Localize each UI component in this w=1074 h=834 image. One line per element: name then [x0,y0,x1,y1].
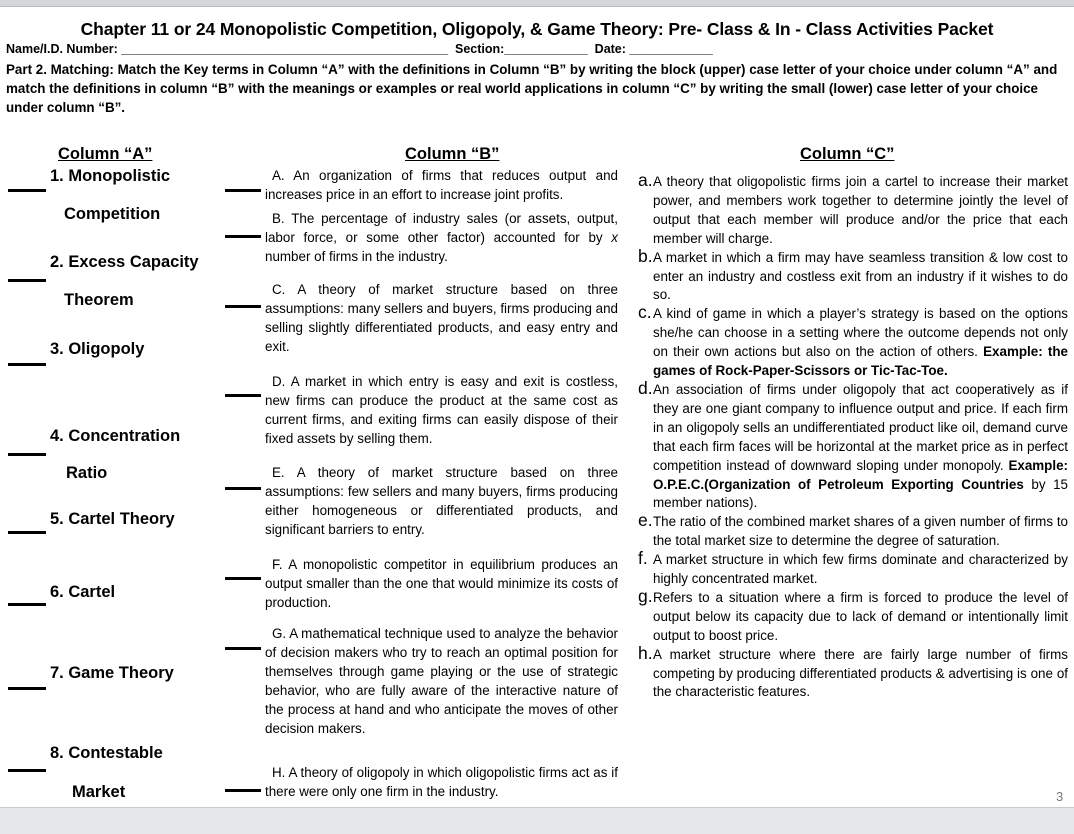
top-toolbar-strip [0,0,1074,7]
meaning-e-letter: e. [638,510,653,531]
meaning-d-example: Example: O.P.E.C.(Organization of Petroleum Exporting Countries [653,457,1068,492]
meaning-h [638,642,1068,703]
meaning-d [638,377,1068,513]
meaning-b [638,245,1068,306]
answer-blank-a5[interactable] [8,531,46,534]
term-cartel: 6. Cartel [50,583,116,601]
definition-D: D. A market in which entry is easy and exit is costless, new firms can produce the product at the same cost as current firms, and exiting firms can easily dispose of their fixed assets by selling them. [265,374,618,446]
bottom-status-strip [0,807,1074,834]
meaning-f-text: A market structure in which few firms dominate and characterized by highly concentrated market. [653,552,1068,587]
definition-E: E. A theory of market structure based on three assumptions: few sellers and many buyers, firms producing either homogeneous or differentiated products, and significant barriers to entry. [265,465,618,537]
answer-blank-b-E[interactable] [225,487,261,490]
term-cartel-theory: 5. Cartel Theory [50,510,175,528]
meaning-b-letter: b. [638,245,653,266]
meaning-e-text: The ratio of the combined market shares of a given number of firms to the total market size to determine the degree of saturation. [653,514,1068,549]
definition-B [265,210,618,267]
answer-blank-a3[interactable] [8,363,46,366]
term-competition: Competition [64,205,161,223]
meaning-d-text: An association of firms under oligopoly that act cooperatively as if they are one giant company to influence output and price. If each firm in an oligopoly sells an undifferentiated product like oil, demand curve that each firm faces will be horizontal at the market price as in perfect competition instead of downward sloping under monopoly. [653,381,1068,473]
answer-blank-a2[interactable] [8,279,46,282]
meaning-g [638,585,1068,646]
definition-B-variable: x [611,229,618,245]
answer-blank-b-D[interactable] [225,394,261,397]
meaning-h-text: A market structure where there are fairly large number of firms competing by producing differentiated products & advertising is one of the characteristic features. [653,646,1068,700]
meaning-g-text: Refers to a situation where a firm is forced to produce the level of output below its capacity due to lack of demand or intentionally limit output to boost price. [653,589,1068,643]
meaning-f-letter: f. [638,548,648,569]
meaning-g-letter: g. [638,585,653,606]
answer-blank-b-B[interactable] [225,235,261,238]
meaning-a [638,170,1068,249]
meaning-a-letter: a. [638,170,653,190]
column-a-heading: Column “A” [58,145,153,163]
meaning-c-example: Example: the games of Rock-Paper-Scissors or Tic-Tac-Toe. [653,344,1068,379]
page-title: Chapter 11 or 24 Monopolistic Competition, Oligopoly, & Game Theory: Pre- Class & In - Class Activities Packet [80,19,994,39]
term-ratio: Ratio [66,464,108,482]
answer-blank-a6[interactable] [8,603,46,606]
answer-blank-b-H[interactable] [225,789,261,792]
meaning-c-text: A kind of game in which a player’s strategy is based on the options she/he can choose in a setting where the outcome depends not only on their own actions but also on the action of others. [653,306,1068,360]
meaning-a-text: A theory that oligopolistic firms join a cartel to increase their market power, and members work together to determine jointly the level of output that each member will produce and/or the price that each member will charge. [653,174,1068,246]
definition-A: A. An organization of firms that reduces output and increases price in an effort to increase joint profits. [265,168,618,202]
term-game-theory: 7. Game Theory [50,664,174,682]
answer-blank-b-C[interactable] [225,305,261,308]
definition-F: F. A monopolistic competitor in equilibrium produces an output smaller than the one that would minimize its costs of production. [265,557,618,610]
meaning-f [638,548,1068,589]
answer-blank-a4[interactable] [8,453,46,456]
definition-B-tail: number of firms in the industry. [265,248,448,264]
definition-H: H. A theory of oligopoly in which oligopolistic firms act as if there were only one firm in the industry. [265,765,618,799]
definition-B-text: B. The percentage of industry sales (or assets, output, labor force, or some other factor) accounted for by [265,211,618,245]
name-section-date-line: Name/I.D. Number: _______________________________________________ Section:____________ Date: ____________ [6,42,713,56]
meaning-c-letter: c. [638,302,652,323]
term-excess-capacity: 2. Excess Capacity [50,253,199,271]
term-theorem: Theorem [64,291,134,309]
term-oligopoly: 3. Oligopoly [50,340,145,358]
column-c-heading: Column “C” [800,145,895,163]
slide-page [0,7,1074,807]
answer-blank-b-G[interactable] [225,647,261,650]
meaning-d-tail: by 15 member nations). [653,476,1068,511]
meaning-b-text: A market in which a firm may have seamless transition & low cost to enter an industry and costless exit from an industry if it wishes to do so. [653,249,1068,303]
meaning-h-letter: h. [638,642,653,663]
column-c-list [638,170,1068,702]
term-monopolistic: 1. Monopolistic [50,167,171,185]
meaning-d-letter: d. [638,377,653,398]
definition-C: C. A theory of market structure based on three assumptions: many sellers and buyers, firms producing and selling slightly differentiated products, and easy entry and exit. [265,282,618,354]
answer-blank-a1[interactable] [8,189,46,192]
answer-blank-a7[interactable] [8,687,46,690]
term-market: Market [72,783,126,801]
answer-blank-b-A[interactable] [225,189,261,192]
column-b-heading: Column “B” [405,145,500,163]
matching-instructions: Part 2. Matching: Match the Key terms in Column “A” with the definitions in Column “B” by writing the block (upper) case letter of your choice under column “A” and match the definitions in column “B” with the meanings or examples or real world applications in column “C” by writing the small (lower) case letter of your choice under column “B”. [6,62,1058,115]
term-concentration: 4. Concentration [50,427,181,445]
answer-blank-b-F[interactable] [225,577,261,580]
meaning-e [638,510,1068,551]
meaning-c [638,302,1068,381]
definition-G: G. A mathematical technique used to analyze the behavior of decision makers who try to reach an optimal position for themselves through game playing or the use of strategic behavior, who are fully aware of the interactive nature of the process at hand and who anticipate the moves of other decision makers. [265,626,618,736]
answer-blank-a8[interactable] [8,769,46,772]
page-number: 3 [1056,789,1064,804]
term-contestable: 8. Contestable [50,744,163,762]
